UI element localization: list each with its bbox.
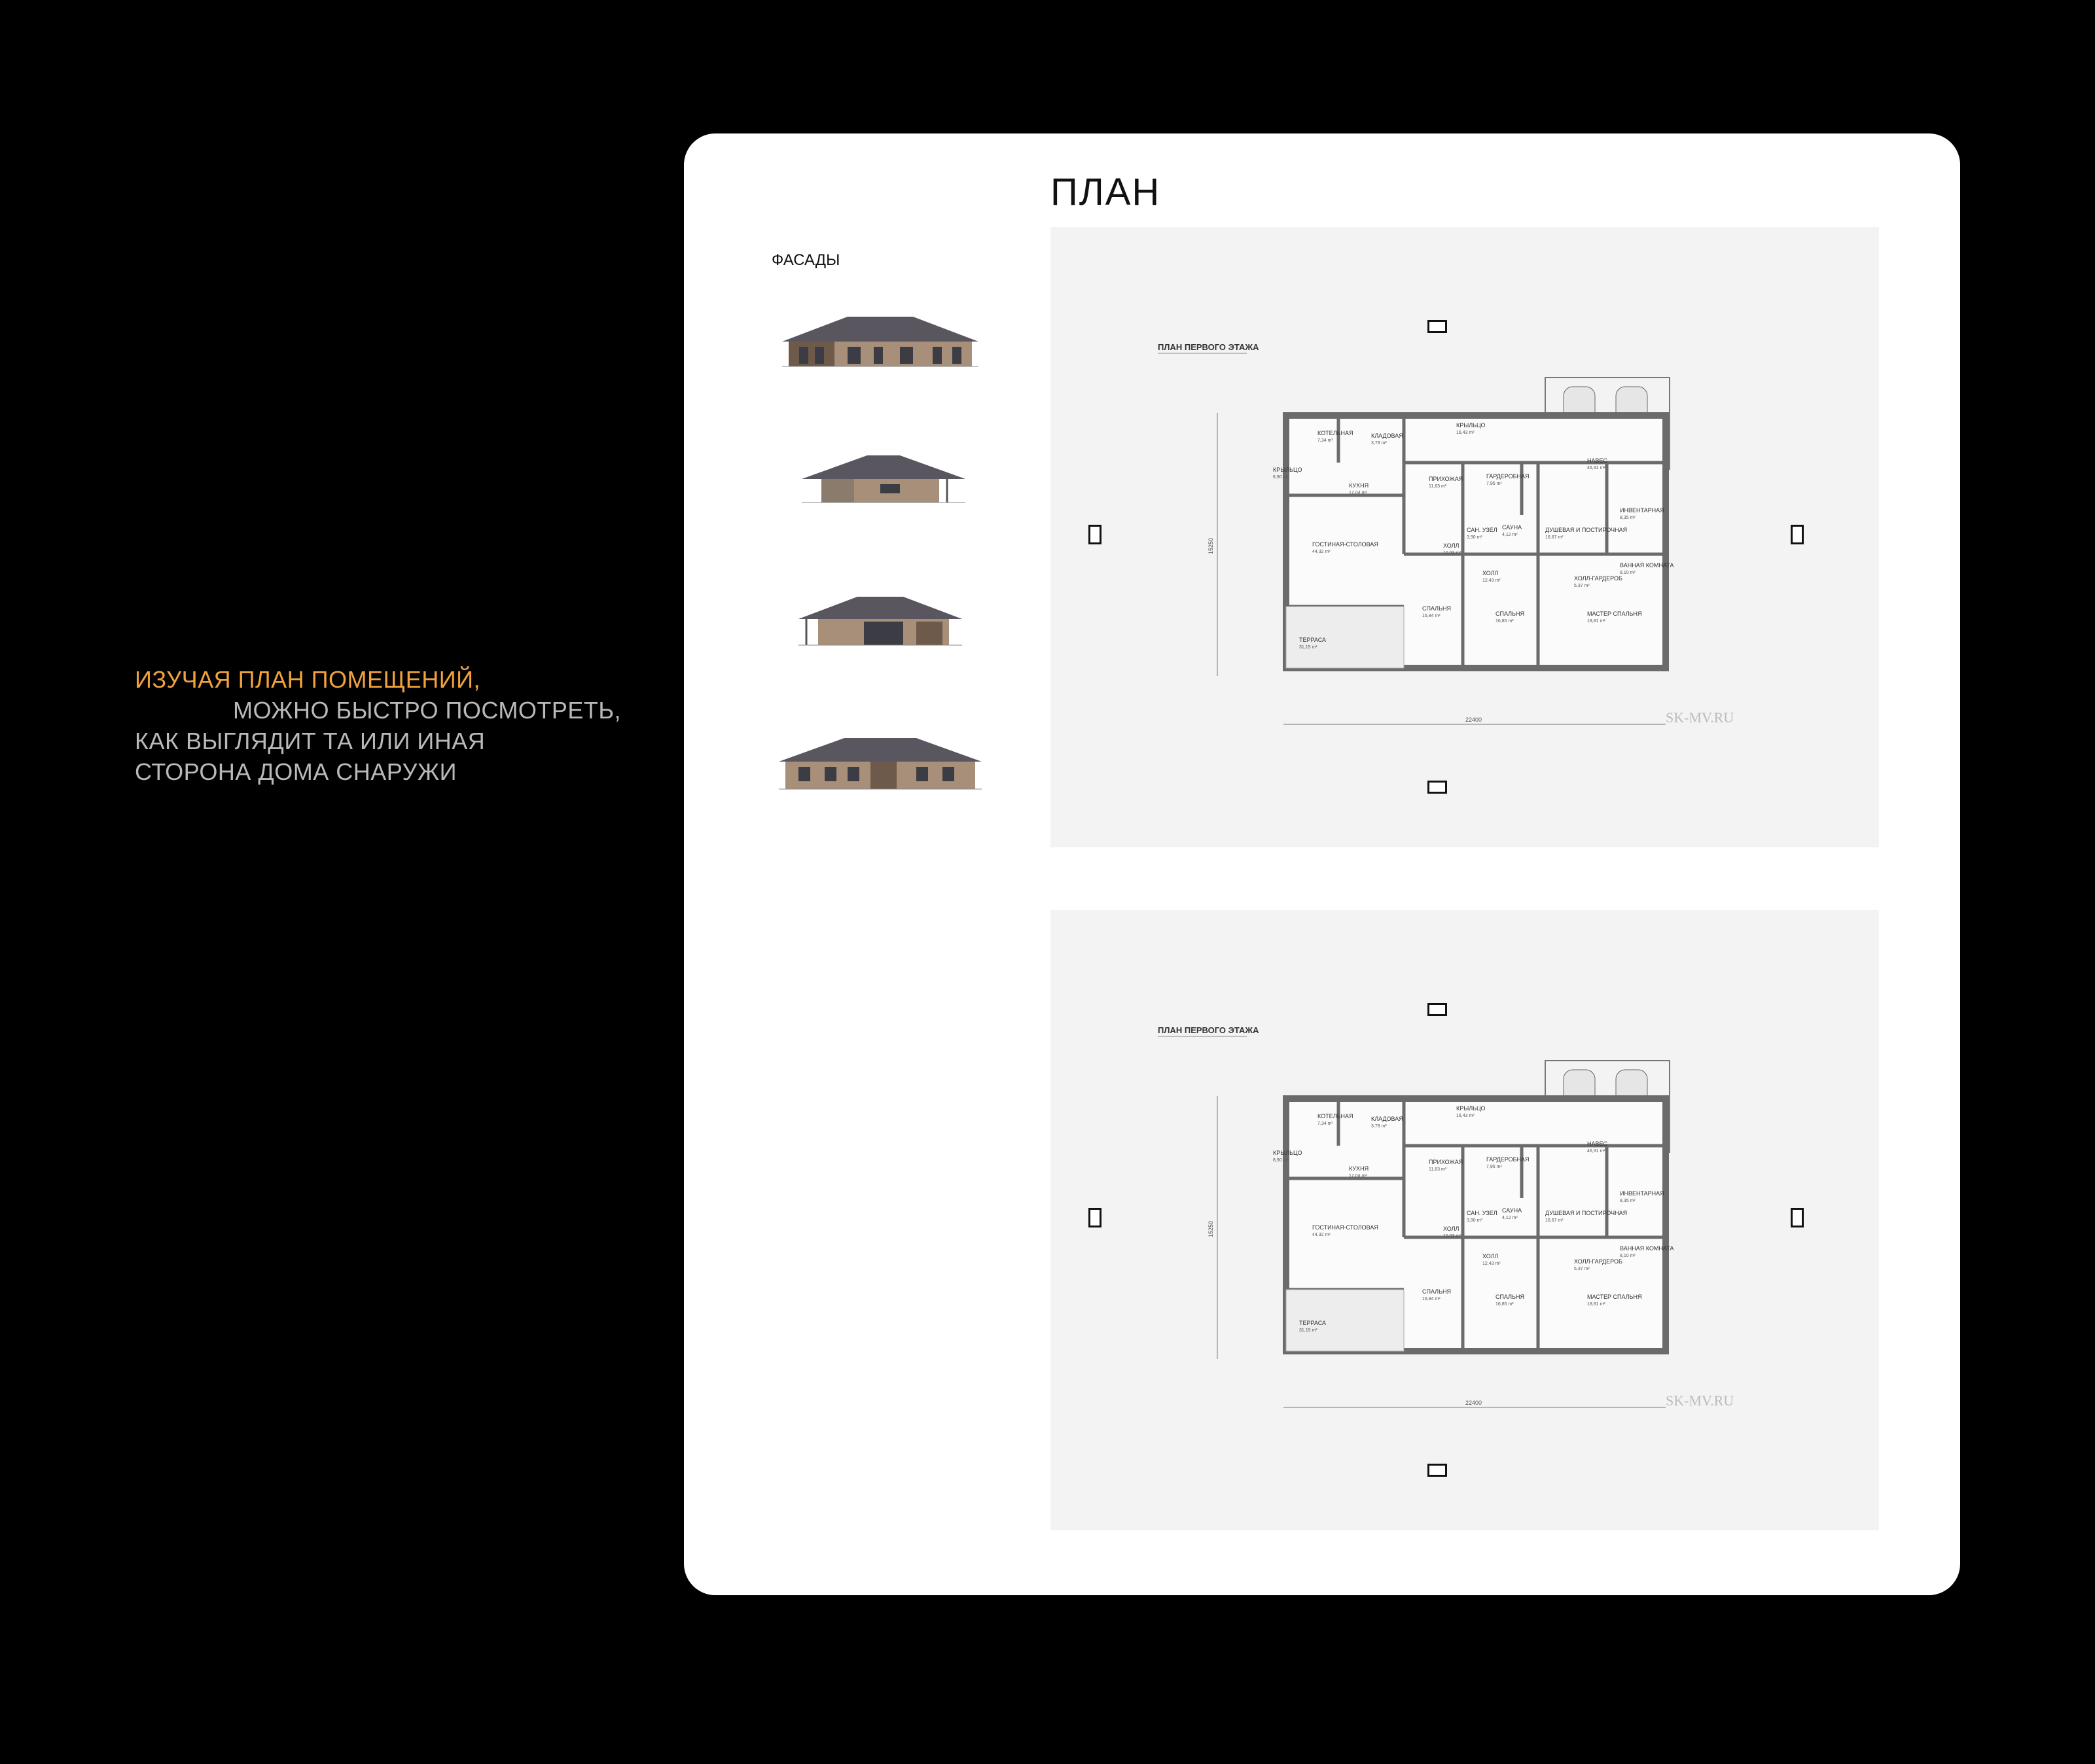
window-shape bbox=[825, 767, 836, 781]
room-label: ГОСТИНАЯ-СТОЛОВАЯ bbox=[1312, 1224, 1378, 1231]
window-shape bbox=[848, 767, 859, 781]
floor-plan-drawing bbox=[1050, 227, 1879, 847]
room-label: СПАЛЬНЯ bbox=[1495, 610, 1524, 617]
wall-wood-panel bbox=[870, 762, 897, 789]
room-label: ТЕРРАСА bbox=[1299, 637, 1327, 643]
room-area: 46,31 m² bbox=[1587, 466, 1605, 470]
card-title: ПЛАН bbox=[1050, 171, 1161, 213]
room-area: 16,67 m² bbox=[1545, 1218, 1564, 1223]
room-label: КРЫЛЬЦО bbox=[1456, 422, 1486, 429]
room-label: НАВЕС bbox=[1587, 1140, 1608, 1147]
window-shape bbox=[799, 347, 808, 364]
roof-shape bbox=[802, 455, 965, 479]
room-area: 3,78 m² bbox=[1371, 1124, 1387, 1129]
watermark: SK-MV.RU bbox=[1666, 1392, 1734, 1409]
facade-marker-west[interactable] bbox=[1088, 525, 1101, 544]
room-area: 16,85 m² bbox=[1495, 1302, 1514, 1307]
tagline-line-2: МОЖНО БЫСТРО ПОСМОТРЕТЬ, bbox=[233, 697, 622, 724]
room-label: ХОЛЛ bbox=[1443, 542, 1459, 549]
room-label: МАСТЕР СПАЛЬНЯ bbox=[1587, 610, 1642, 617]
window-shape bbox=[933, 347, 942, 364]
room-label: ХОЛЛ bbox=[1482, 1253, 1499, 1260]
dimension-width: 22400 bbox=[1465, 1400, 1482, 1406]
room-label: КРЫЛЬЦО bbox=[1273, 467, 1302, 473]
window-shape bbox=[880, 484, 900, 493]
wall-wood-panel bbox=[916, 622, 942, 645]
room-area: 7,34 m² bbox=[1317, 438, 1333, 443]
facade-thumbnail-2[interactable] bbox=[795, 446, 972, 505]
room-area: 16,43 m² bbox=[1456, 1114, 1475, 1118]
watermark: SK-MV.RU bbox=[1666, 709, 1734, 726]
tagline-line-4: СТОРОНА ДОМА СНАРУЖИ bbox=[135, 758, 457, 785]
room-area: 18,81 m² bbox=[1587, 1302, 1605, 1307]
room-area: 44,32 m² bbox=[1312, 1233, 1331, 1237]
facade-marker-east[interactable] bbox=[1791, 525, 1804, 544]
room-area: 16,84 m² bbox=[1422, 614, 1441, 618]
window-shape bbox=[916, 767, 928, 781]
room-label: САУНА bbox=[1502, 524, 1522, 531]
room-label: СПАЛЬНЯ bbox=[1422, 1288, 1451, 1295]
room-label: ИНВЕНТАРНАЯ bbox=[1620, 507, 1664, 514]
room-area: 11,63 m² bbox=[1429, 1167, 1447, 1172]
room-area: 8,35 m² bbox=[1620, 516, 1636, 520]
room-label: ПРИХОЖАЯ bbox=[1429, 1159, 1463, 1165]
window-shape bbox=[815, 347, 824, 364]
room-label: КЛАДОВАЯ bbox=[1371, 432, 1403, 439]
roof-shape bbox=[779, 738, 982, 762]
room-area: 8,90 m² bbox=[1273, 1158, 1289, 1163]
room-label: СПАЛЬНЯ bbox=[1495, 1294, 1524, 1300]
room-label: КУХНЯ bbox=[1349, 1165, 1369, 1172]
room-label: ГАРДЕРОБНАЯ bbox=[1486, 1156, 1530, 1163]
dimension-height: 15250 bbox=[1208, 537, 1214, 554]
room-label: ХОЛЛ bbox=[1482, 570, 1499, 576]
room-area: 10,93 m² bbox=[1443, 551, 1461, 556]
tagline bbox=[135, 664, 621, 787]
room-area: 44,32 m² bbox=[1312, 550, 1331, 554]
facade-thumbnail-3[interactable] bbox=[792, 585, 969, 650]
room-area: 16,67 m² bbox=[1545, 535, 1564, 540]
facade-marker-north[interactable] bbox=[1427, 1003, 1447, 1016]
room-area: 7,95 m² bbox=[1486, 482, 1502, 486]
room-label: КРЫЛЬЦО bbox=[1273, 1150, 1302, 1156]
room-label: КОТЕЛЬНАЯ bbox=[1317, 1113, 1353, 1120]
room-area: 10,93 m² bbox=[1443, 1234, 1461, 1239]
dimension-width: 22400 bbox=[1465, 716, 1482, 723]
room-label: ПРИХОЖАЯ bbox=[1429, 476, 1463, 482]
window-shape bbox=[874, 347, 883, 364]
room-area: 4,12 m² bbox=[1502, 533, 1518, 537]
facade-marker-west[interactable] bbox=[1088, 1208, 1101, 1227]
plan-heading: ПЛАН ПЕРВОГО ЭТАЖА bbox=[1158, 1025, 1259, 1035]
room-area: 5,37 m² bbox=[1574, 1267, 1590, 1271]
room-label: ГОСТИНАЯ-СТОЛОВАЯ bbox=[1312, 541, 1378, 548]
window-shape bbox=[952, 347, 961, 364]
room-area: 16,85 m² bbox=[1495, 619, 1514, 624]
room-area: 12,43 m² bbox=[1482, 1261, 1501, 1266]
facade-marker-north[interactable] bbox=[1427, 320, 1447, 333]
room-label: САУНА bbox=[1502, 1207, 1522, 1214]
room-area: 8,35 m² bbox=[1620, 1199, 1636, 1203]
tagline-line-accent: ИЗУЧАЯ ПЛАН ПОМЕЩЕНИЙ, bbox=[135, 666, 480, 693]
plan-heading: ПЛАН ПЕРВОГО ЭТАЖА bbox=[1158, 342, 1259, 352]
window-shape bbox=[848, 347, 861, 364]
room-area: 16,43 m² bbox=[1456, 431, 1475, 435]
room-label: САН. УЗЕЛ bbox=[1467, 1210, 1497, 1216]
facade-marker-south[interactable] bbox=[1427, 781, 1447, 794]
room-label: ХОЛЛ bbox=[1443, 1226, 1459, 1232]
room-label: ХОЛЛ-ГАРДЕРОБ bbox=[1574, 1258, 1622, 1265]
room-area: 4,12 m² bbox=[1502, 1216, 1518, 1220]
dimension-height: 15250 bbox=[1208, 1220, 1214, 1237]
roof-shape bbox=[798, 597, 962, 619]
room-area: 7,95 m² bbox=[1486, 1165, 1502, 1169]
room-area: 8,90 m² bbox=[1273, 475, 1289, 480]
room-label: ИНВЕНТАРНАЯ bbox=[1620, 1190, 1664, 1197]
room-area: 12,43 m² bbox=[1482, 578, 1501, 583]
plan-card bbox=[684, 133, 1960, 1595]
window-shape bbox=[900, 347, 913, 364]
room-area: 3,78 m² bbox=[1371, 441, 1387, 446]
room-label: ДУШЕВАЯ И ПОСТИРОЧНАЯ bbox=[1545, 527, 1628, 533]
room-label: ТЕРРАСА bbox=[1299, 1320, 1327, 1326]
facade-marker-south[interactable] bbox=[1427, 1464, 1447, 1477]
facades-title: ФАСАДЫ bbox=[772, 251, 840, 269]
wall-wood-panel bbox=[821, 479, 854, 503]
room-area: 17,04 m² bbox=[1349, 1174, 1367, 1178]
room-label: МАСТЕР СПАЛЬНЯ bbox=[1587, 1294, 1642, 1300]
facade-marker-east[interactable] bbox=[1791, 1208, 1804, 1227]
room-area: 31,15 m² bbox=[1299, 645, 1317, 650]
room-label: САН. УЗЕЛ bbox=[1467, 527, 1497, 533]
tagline-line-3: КАК ВЫГЛЯДИТ ТА ИЛИ ИНАЯ bbox=[135, 728, 486, 754]
room-label: ХОЛЛ-ГАРДЕРОБ bbox=[1574, 575, 1622, 582]
room-label: ГАРДЕРОБНАЯ bbox=[1486, 473, 1530, 480]
room-label: ВАННАЯ КОМНАТА bbox=[1620, 1245, 1674, 1252]
room-area: 3,90 m² bbox=[1467, 535, 1482, 540]
room-area: 31,15 m² bbox=[1299, 1328, 1317, 1333]
room-area: 18,81 m² bbox=[1587, 619, 1605, 624]
room-label: КОТЕЛЬНАЯ bbox=[1317, 430, 1353, 436]
floor-plan-panel-2[interactable] bbox=[1050, 910, 1879, 1530]
room-area: 11,63 m² bbox=[1429, 484, 1447, 489]
room-label: СПАЛЬНЯ bbox=[1422, 605, 1451, 612]
window-shape bbox=[864, 622, 903, 645]
room-label: ДУШЕВАЯ И ПОСТИРОЧНАЯ bbox=[1545, 1210, 1628, 1216]
room-area: 8,10 m² bbox=[1620, 1254, 1636, 1258]
room-label: НАВЕС bbox=[1587, 457, 1608, 464]
window-shape bbox=[798, 767, 810, 781]
room-area: 7,34 m² bbox=[1317, 1121, 1333, 1126]
room-area: 16,84 m² bbox=[1422, 1297, 1441, 1301]
wall-wood-panel bbox=[789, 342, 834, 366]
window-shape bbox=[942, 767, 954, 781]
room-area: 3,90 m² bbox=[1467, 1218, 1482, 1223]
floor-plan-panel-1[interactable] bbox=[1050, 227, 1879, 847]
floor-plan-drawing bbox=[1050, 910, 1879, 1530]
room-area: 8,10 m² bbox=[1620, 571, 1636, 575]
room-label: ВАННАЯ КОМНАТА bbox=[1620, 562, 1674, 569]
room-area: 5,37 m² bbox=[1574, 584, 1590, 588]
room-label: КРЫЛЬЦО bbox=[1456, 1105, 1486, 1112]
facade-thumbnail-4[interactable] bbox=[772, 729, 988, 794]
room-area: 17,04 m² bbox=[1349, 491, 1367, 495]
room-area: 46,31 m² bbox=[1587, 1149, 1605, 1154]
facade-thumbnail-1[interactable] bbox=[776, 310, 985, 369]
room-label: КЛАДОВАЯ bbox=[1371, 1116, 1403, 1122]
room-label: КУХНЯ bbox=[1349, 482, 1369, 489]
roof-shape bbox=[782, 317, 978, 342]
